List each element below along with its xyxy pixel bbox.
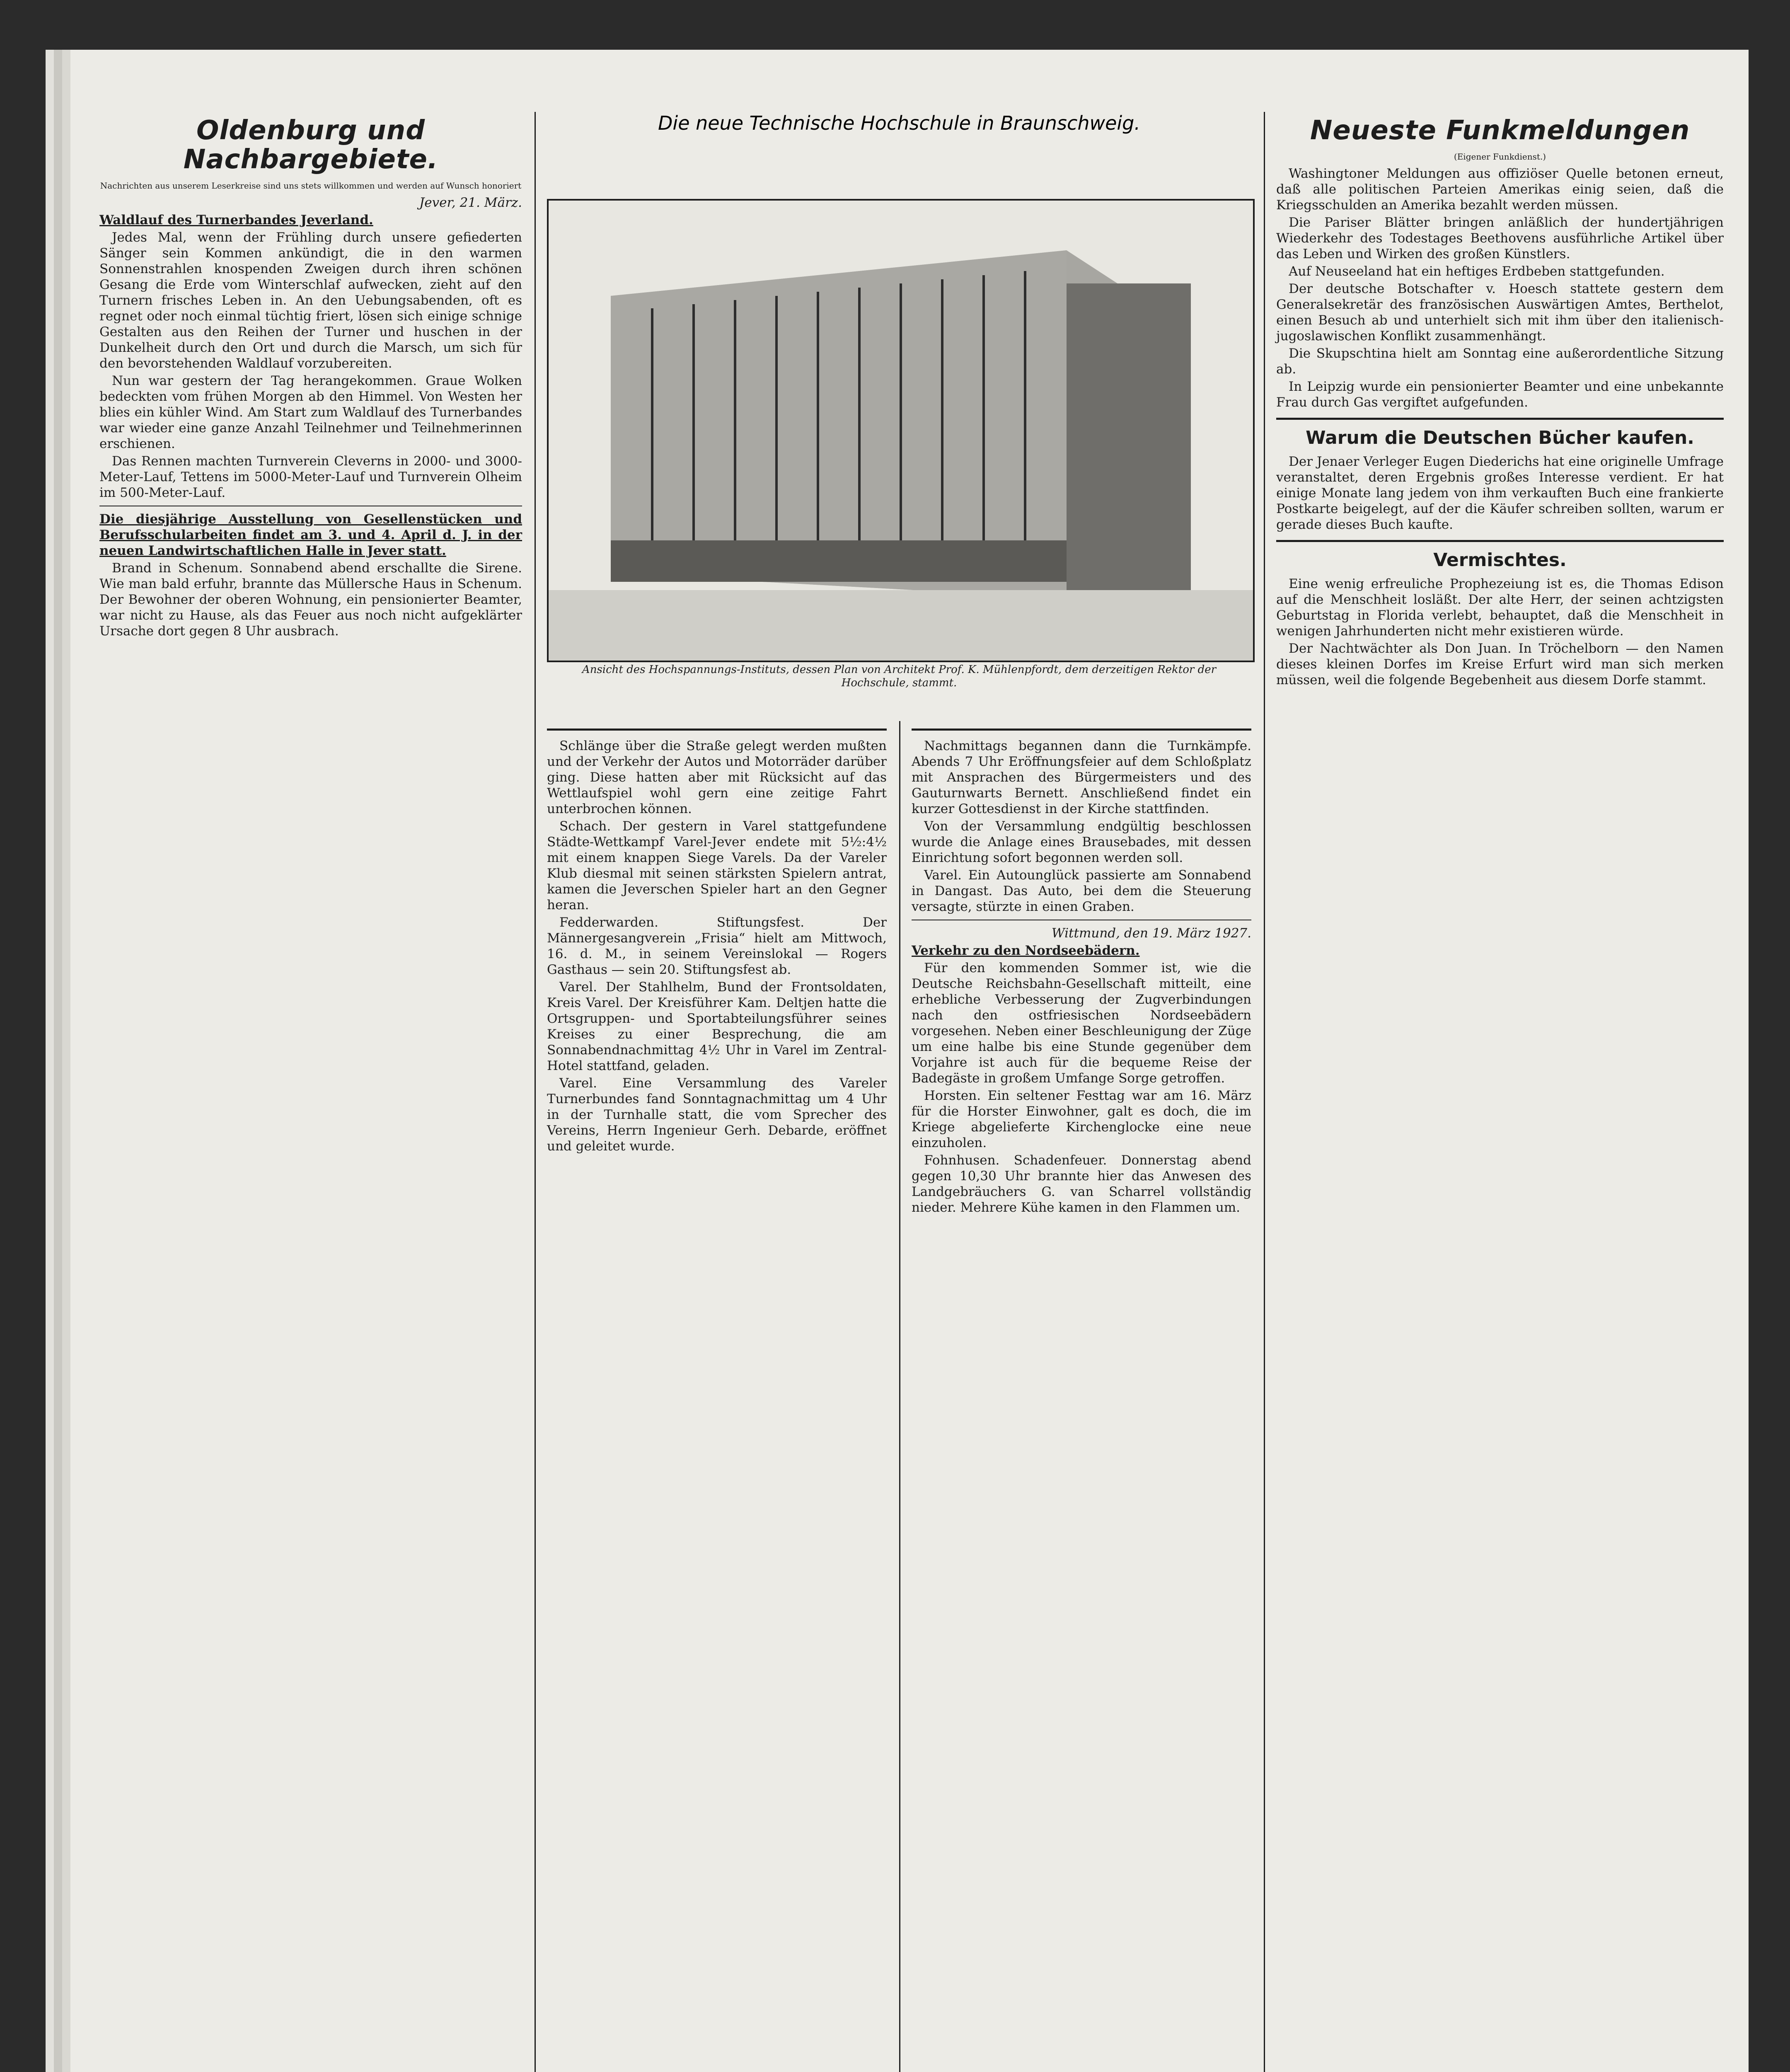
paragraph: Für den kommenden Sommer ist, wie die Deutsche Reichsbahn-Gesellschaft mitteilt, eine erhebliche Verbesserung der Zugverbindungen nach den ostfriesischen Nordseebädern vorgesehen. Neben einer Beschleunigung der Züge um eine halbe bis eine Stunde gegenüber dem Vorjahre ist auch für die bequeme Reise der Badegäste in großem Umfange Sorge getroffen.: [912, 961, 1251, 1086]
paragraph: Der Jenaer Verleger Eugen Diederichs hat eine originelle Umfrage veranstaltet, deren Ergebnis großes Interesse verdient. Er hat einige Monate lang jedem von ihm verkauften Buch eine frankierte Postkarte beigelegt, auf der die Käufer schreiben sollten, warum er gerade dieses Buch kaufte.: [1276, 454, 1724, 532]
dateline: Wittmund, den 19. März 1927.: [1051, 926, 1251, 941]
photo-caption: Ansicht des Hochspannungs-Instituts, dessen Plan von Architekt Prof. K. Mühlenpfordt, dem derzeitigen Rektor der Hochschule, stammt.: [582, 663, 1217, 689]
paragraph: Die Pariser Blätter bringen anläßlich der hundertjährigen Wiederkehr des Todestages Beethovens ausführliche Artikel über das Leben und Wirken des großen Künstlers.: [1276, 215, 1724, 261]
article-title: Warum die Deutschen Bücher kaufen.: [1306, 427, 1694, 448]
paragraph: Varel. Eine Versammlung des Vareler Turnerbundes fand Sonntagnachmittag um 4 Uhr in der Turnhalle statt, die vom Sprecher des Vereins, Herrn Ingenieur Gerh. Debarde, eröffnet und geleitet wurde.: [547, 1076, 887, 1154]
newspaper-page: [70, 50, 1749, 2072]
paragraph: Jedes Mal, wenn der Frühling durch unsere gefiederten Sänger sein Kommen ankündigt, die in den warmen Sonnenstrahlen knospenden Zweigen durch ihren schönen Gesang die Erde vom Winterschlaf aufwecken, zieht auf den Turnern frisches Leben in. An den Uebungsabenden, oft es regnet oder noch einmal tüchtig friert, lösen sich einige schnige Gestalten aus den Reihen der Turner und huschen in der Dunkelheit durch den Ort und durch die Marsch, um sich für den bevorstehenden Waldlauf vorzubereiten.: [99, 230, 522, 371]
paragraph: Auf Neuseeland hat ein heftiges Erdbeben stattgefunden.: [1289, 264, 1665, 279]
paragraph: Von der Versammlung endgültig beschlossen wurde die Anlage eines Brausebades, mit dessen Einrichtung sofort begonnen werden soll.: [912, 819, 1251, 865]
column-rule: [535, 112, 536, 2072]
paragraph: Washingtoner Meldungen aus offiziöser Quelle betonen erneut, daß alle politischen Parteien Amerikas einig seien, daß die Kriegsschulden an Amerika bezahlt werden müssen.: [1276, 166, 1724, 213]
building-illustration: [549, 201, 1253, 661]
paragraph: Nachmittags begannen dann die Turnkämpfe. Abends 7 Uhr Eröffnungsfeier auf dem Schloßplatz mit Ansprachen des Bürgermeisters und des Gauturnwarts Bernett. Anschließend findet ein kurzer Gottesdienst in der Kirche stattfinden.: [912, 738, 1251, 816]
divider: [912, 729, 1251, 731]
column-2: [547, 721, 887, 1156]
article-heading: Waldlauf des Turnerbandes Jeverland.: [99, 213, 373, 228]
paragraph: Brand in Schenum. Sonnabend abend erschallte die Sirene. Wie man bald erfuhr, brannte das Müllersche Haus in Schenum. Der Bewohner der oberen Wohnung, ein pensionierter Beamter, war nicht zu Hause, als das Feuer aus noch nicht aufgeklärter Ursache dort gegen 8 Uhr ausbrach.: [99, 561, 522, 639]
column-1: [99, 112, 522, 641]
paragraph: Nun war gestern der Tag herangekommen. Graue Wolken bedeckten vom frühen Morgen ab den Himmel. Von Westen her blies ein kühler Wind. Am Start zum Waldlauf des Turnerbandes war wieder eine ganze Anzahl Teilnehmer und Teilnehmerinnen erschienen.: [99, 373, 522, 451]
article-heading: Verkehr zu den Nordseebädern.: [912, 943, 1140, 958]
paragraph: Varel. Ein Autounglück passierte am Sonnabend in Dangast. Das Auto, bei dem die Steuerung versagte, stürzte in einen Graben.: [912, 868, 1251, 914]
section-title: Neueste Funkmeldungen: [1310, 115, 1690, 146]
paragraph: Die Skupschtina hielt am Sonntag eine außerordentliche Sitzung ab.: [1276, 346, 1724, 377]
section-subtitle: (Eigener Funkdienst.): [1454, 152, 1546, 162]
column-rule: [899, 721, 900, 2072]
paragraph: Varel. Der Stahlhelm, Bund der Frontsoldaten, Kreis Varel. Der Kreisführer Kam. Deltjen hatte die Ortsgruppen- und Sportabteilungsführer seines Kreises zu einer Besprechung, die am Sonnabendnachmittag 4½ Uhr in Varel im Zentral-Hotel stattfand, geladen.: [547, 980, 887, 1073]
column-3: [912, 721, 1251, 1217]
divider: [1276, 418, 1724, 420]
dateline: Jever, 21. März.: [419, 195, 522, 210]
divider: [1276, 540, 1724, 542]
paragraph: Horsten. Ein seltener Festtag war am 16. März für die Horster Einwohner, galt es doch, die im Kriege abgelieferte Kirchenglocke eine neue einzuholen.: [912, 1088, 1251, 1150]
paragraph: Eine wenig erfreuliche Prophezeiung ist es, die Thomas Edison auf die Menschheit losläßt. Der alte Herr, der seinen achtzigsten Geburtstag in Florida verlebt, behauptet, daß die Menschheit in wenigen Jahrhunderten nicht mehr existieren würde.: [1276, 576, 1724, 639]
paragraph: Das Rennen machten Turnverein Cleverns in 2000- und 3000-Meter-Lauf, Tettens im 5000-Meter-Lauf und Turnverein Olheim im 500-Meter-Lauf.: [99, 454, 522, 500]
column-rule: [1264, 112, 1265, 2072]
divider: [547, 729, 887, 731]
paragraph: In Leipzig wurde ein pensionierter Beamter und eine unbekannte Frau durch Gas vergiftet aufgefunden.: [1276, 379, 1724, 410]
paragraph: Schach. Der gestern in Varel stattgefundene Städte-Wettkampf Varel-Jever endete mit 5½:4½ mit einem knappen Siege Varels. Da der Vareler Klub diesmal mit seinen stärksten Spielern antrat, kamen die Jeverschen Spieler hart an den Gegner heran.: [547, 819, 887, 913]
paragraph: Schlänge über die Straße gelegt werden mußten und der Verkehr der Autos und Motorräder darüber ging. Diese hatten aber mit Rücksicht auf das Wettlaufspiel wohl gern eine zeitige Fahrt unterbrochen können.: [547, 738, 887, 816]
photo-building: [547, 199, 1255, 662]
section-title: Oldenburg und Nachbargebiete.: [183, 115, 438, 175]
photo-title: Die neue Technische Hochschule in Braunschweig.: [658, 112, 1140, 134]
column-4: [1276, 112, 1724, 690]
paragraph: Fedderwarden. Stiftungsfest. Der Männergesangverein „Frisia“ hielt am Mittwoch, 16. d. M., in seinem Vereinslokal — Rogers Gasthaus — sein 20. Stiftungsfest ab.: [547, 915, 887, 977]
article-heading: Die diesjährige Ausstellung von Gesellenstücken und Berufsschularbeiten findet am 3. und 4. April d. J. in der neuen Landwirtschaftlichen Halle in Jever statt.: [99, 512, 522, 558]
paragraph: Der Nachtwächter als Don Juan. In Tröchelborn — den Namen dieses kleinen Dorfes im Kreise Erfurt wird man sich merken müssen, weil die folgende Begebenheit aus diesem Dorfe stammt.: [1276, 641, 1724, 687]
article-title: Vermischtes.: [1433, 549, 1567, 571]
paragraph: Fohnhusen. Schadenfeuer. Donnerstag abend gegen 10,30 Uhr brannte hier das Anwesen des Landgebräuchers G. van Scharrel vollständig nieder. Mehrere Kühe kamen in den Flammen um.: [912, 1153, 1251, 1215]
editor-note: Nachrichten aus unserem Leserkreise sind uns stets willkommen und werden auf Wunsch honoriert: [100, 181, 522, 191]
paragraph: Der deutsche Botschafter v. Hoesch stattete gestern dem Generalsekretär des französischen Auswärtigen Amtes, Berthelot, einen Besuch ab und unterhielt sich mit ihm über den italienisch-jugoslawischen Konflikt zusammenhängt.: [1276, 281, 1724, 344]
